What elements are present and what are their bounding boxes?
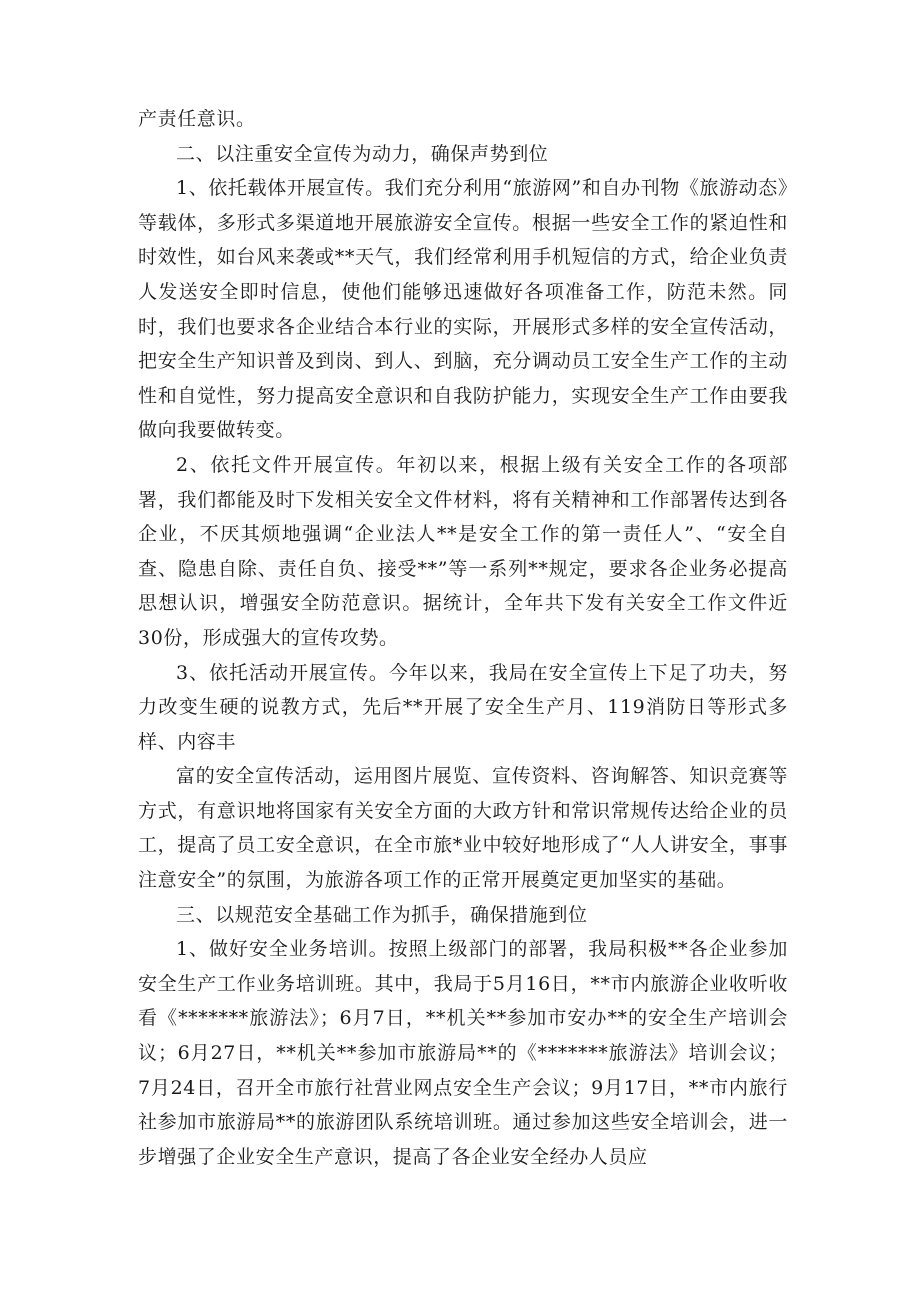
paragraph-safety-training: 1、做好安全业务培训。按照上级部门的部署，我局积极**各企业参加安全生产工作业务培训班。其中，我局于5月16日，**市内旅游企业收听收看《*******旅游法》；6月7日，**机关**参加市安办**的安全生产培训会议；6月27日，**机关**参加市旅游局**的《*******旅游法》培训会议；7月24日，召开全市旅行社营业网点安全生产会议；9月17日，**市内旅行社参加市旅游局**的旅游团队系统培训班。通过参加这些安全培训会，进一步增强了企业安全生产意识，提高了各企业安全经办人员应 [138, 938, 788, 1168]
section-heading-3: 三、以规范安全基础工作为抓手，确保措施到位 [176, 903, 588, 926]
paragraph-activity-publicity-continued: 富的安全宣传活动，运用图片展览、宣传资料、咨询解答、知识竞赛等方式，有意识地将国家有关安全方面的大政方针和常识常规传达给企业的员工，提高了员工安全意识，在全市旅*业中较好地形成了“人人讲安全，事事注意安全”的氛围，为旅游各项工作的正常开展奠定更加坚实的基础。 [138, 765, 788, 892]
document-body [138, 102, 788, 1174]
paragraph-carrier-publicity: 1、依托载体开展宣传。我们充分利用“旅游网”和自办刊物《旅游动态》等载体，多形式多渠道地开展旅游安全宣传。根据一些安全工作的紧迫性和时效性，如台风来袭或**天气，我们经常利用手机短信的方式，给企业负责人发送安全即时信息，使他们能够迅速做好各项准备工作，防范未然。同时，我们也要求各企业结合本行业的实际，开展形式多样的安全宣传活动，把安全生产知识普及到岗、到人、到脑，充分调动员工安全生产工作的主动性和自觉性，努力提高安全意识和自我防护能力，实现安全生产工作由要我做向我要做转变。 [138, 177, 788, 442]
paragraph-continuation: 产责任意识。 [138, 108, 256, 130]
section-heading-2: 二、以注重安全宣传为动力，确保声势到位 [176, 142, 549, 165]
paragraph-document-publicity: 2、依托文件开展宣传。年初以来，根据上级有关安全工作的各项部署，我们都能及时下发相关安全文件材料，将有关精神和工作部署传达到各企业，不厌其烦地强调“企业法人**是安全工作的第一责任人”、“安全自查、隐患自除、责任自负、接受**”等一系列**规定，要求各企业务必提高思想认识，增强安全防范意识。据统计，全年共下发有关安全工作文件近30份，形成强大的宣传攻势。 [138, 453, 788, 649]
paragraph-activity-publicity: 3、依托活动开展宣传。今年以来，我局在安全宣传上下足了功夫，努力改变生硬的说教方式，先后**开展了安全生产月、119消防日等形式多样、内容丰 [138, 661, 788, 753]
